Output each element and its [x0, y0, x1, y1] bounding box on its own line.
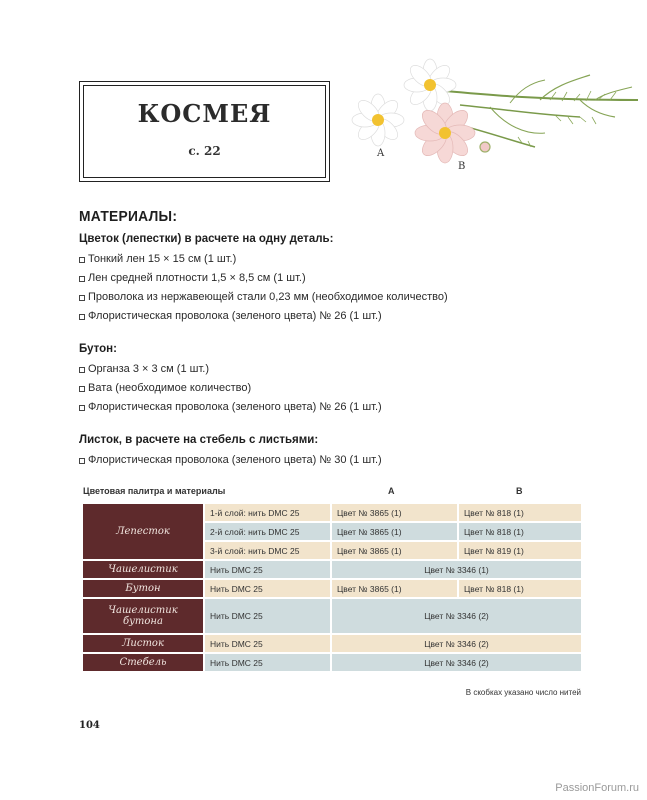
list-item: Флористическая проволока (зеленого цвета) № 26 (1 шт.) [79, 398, 599, 417]
cell-color-b: Цвет № 818 (1) [459, 504, 581, 521]
table-row [83, 580, 581, 597]
cell-material: 1-й слой: нить DMC 25 [205, 504, 330, 521]
row-name-leaf: Листок [83, 635, 203, 652]
row-name-stem: Стебель [83, 654, 203, 671]
color-palette-table [81, 502, 583, 673]
cell-color-b: Цвет № 818 (1) [459, 580, 581, 597]
cosmos-flowers-image [340, 55, 640, 180]
list-item: Органза 3 × 3 см (1 шт.) [79, 360, 599, 379]
cell-material: Нить DMC 25 [205, 599, 330, 633]
leaf-materials-list [79, 451, 599, 470]
cell-material: Нить DMC 25 [205, 635, 330, 652]
table-caption: Цветовая палитра и материалы [83, 486, 226, 496]
watermark: PassionForum.ru [555, 782, 639, 794]
table-row [83, 561, 581, 578]
page-number: 104 [79, 720, 100, 731]
cell-color-b: Цвет № 819 (1) [459, 542, 581, 559]
bud-materials-list [79, 360, 599, 417]
bud-section-title: Бутон: [79, 343, 117, 355]
list-item: Проволока из нержавеющей стали 0,23 мм (необходимое количество) [79, 288, 599, 307]
list-item: Вата (необходимое количество) [79, 379, 599, 398]
flower-materials-list [79, 250, 599, 326]
cell-material: Нить DMC 25 [205, 580, 330, 597]
list-item: Тонкий лен 15 × 15 см (1 шт.) [79, 250, 599, 269]
figure-label-b: B [458, 161, 466, 172]
cell-material: Нить DMC 25 [205, 654, 330, 671]
cell-color-ab: Цвет № 3346 (2) [332, 635, 581, 652]
flower-section-title: Цветок (лепестки) в расчете на одну деталь: [79, 233, 334, 245]
bullet-square-icon [79, 314, 85, 320]
cell-color-a: Цвет № 3865 (1) [332, 523, 457, 540]
page-title: КОСМЕЯ [137, 99, 272, 128]
cell-color-b: Цвет № 818 (1) [459, 523, 581, 540]
cell-color-a: Цвет № 3865 (1) [332, 504, 457, 521]
row-name-sepal: Чашелистик [83, 561, 203, 578]
cell-color-ab: Цвет № 3346 (2) [332, 654, 581, 671]
table-row [83, 599, 581, 633]
table-note: В скобках указано число нитей [465, 688, 581, 697]
bullet-square-icon [79, 276, 85, 282]
cosmos-illustration [340, 55, 640, 180]
bullet-square-icon [79, 257, 85, 263]
table-row [83, 504, 581, 521]
row-name-bud: Бутон [83, 580, 203, 597]
cell-material: 2-й слой: нить DMC 25 [205, 523, 330, 540]
cell-color-ab: Цвет № 3346 (2) [332, 599, 581, 633]
bullet-square-icon [79, 386, 85, 392]
column-header-b: B [516, 486, 523, 496]
list-item: Флористическая проволока (зеленого цвета) № 26 (1 шт.) [79, 307, 599, 326]
table-row [83, 654, 581, 671]
bullet-square-icon [79, 295, 85, 301]
page-reference: с. 22 [188, 144, 221, 158]
bullet-square-icon [79, 367, 85, 373]
list-item: Флористическая проволока (зеленого цвета) № 30 (1 шт.) [79, 451, 599, 470]
bullet-square-icon [79, 405, 85, 411]
figure-label-a: A [377, 148, 385, 159]
row-name-petal: Лепесток [83, 504, 203, 559]
row-name-bud-sepal: Чашелистик бутона [83, 599, 203, 633]
materials-section [79, 208, 599, 487]
column-header-a: A [388, 486, 395, 496]
cell-color-ab: Цвет № 3346 (1) [332, 561, 581, 578]
bullet-square-icon [79, 458, 85, 464]
leaf-section-title: Листок, в расчете на стебель с листьями: [79, 434, 319, 446]
cell-material: 3-й слой: нить DMC 25 [205, 542, 330, 559]
cell-color-a: Цвет № 3865 (1) [332, 542, 457, 559]
table-row [83, 635, 581, 652]
list-item: Лен средней плотности 1,5 × 8,5 см (1 шт.) [79, 269, 599, 288]
title-box [79, 81, 330, 182]
cell-material: Нить DMC 25 [205, 561, 330, 578]
materials-heading: МАТЕРИАЛЫ: [79, 208, 178, 225]
cell-color-a: Цвет № 3865 (1) [332, 580, 457, 597]
